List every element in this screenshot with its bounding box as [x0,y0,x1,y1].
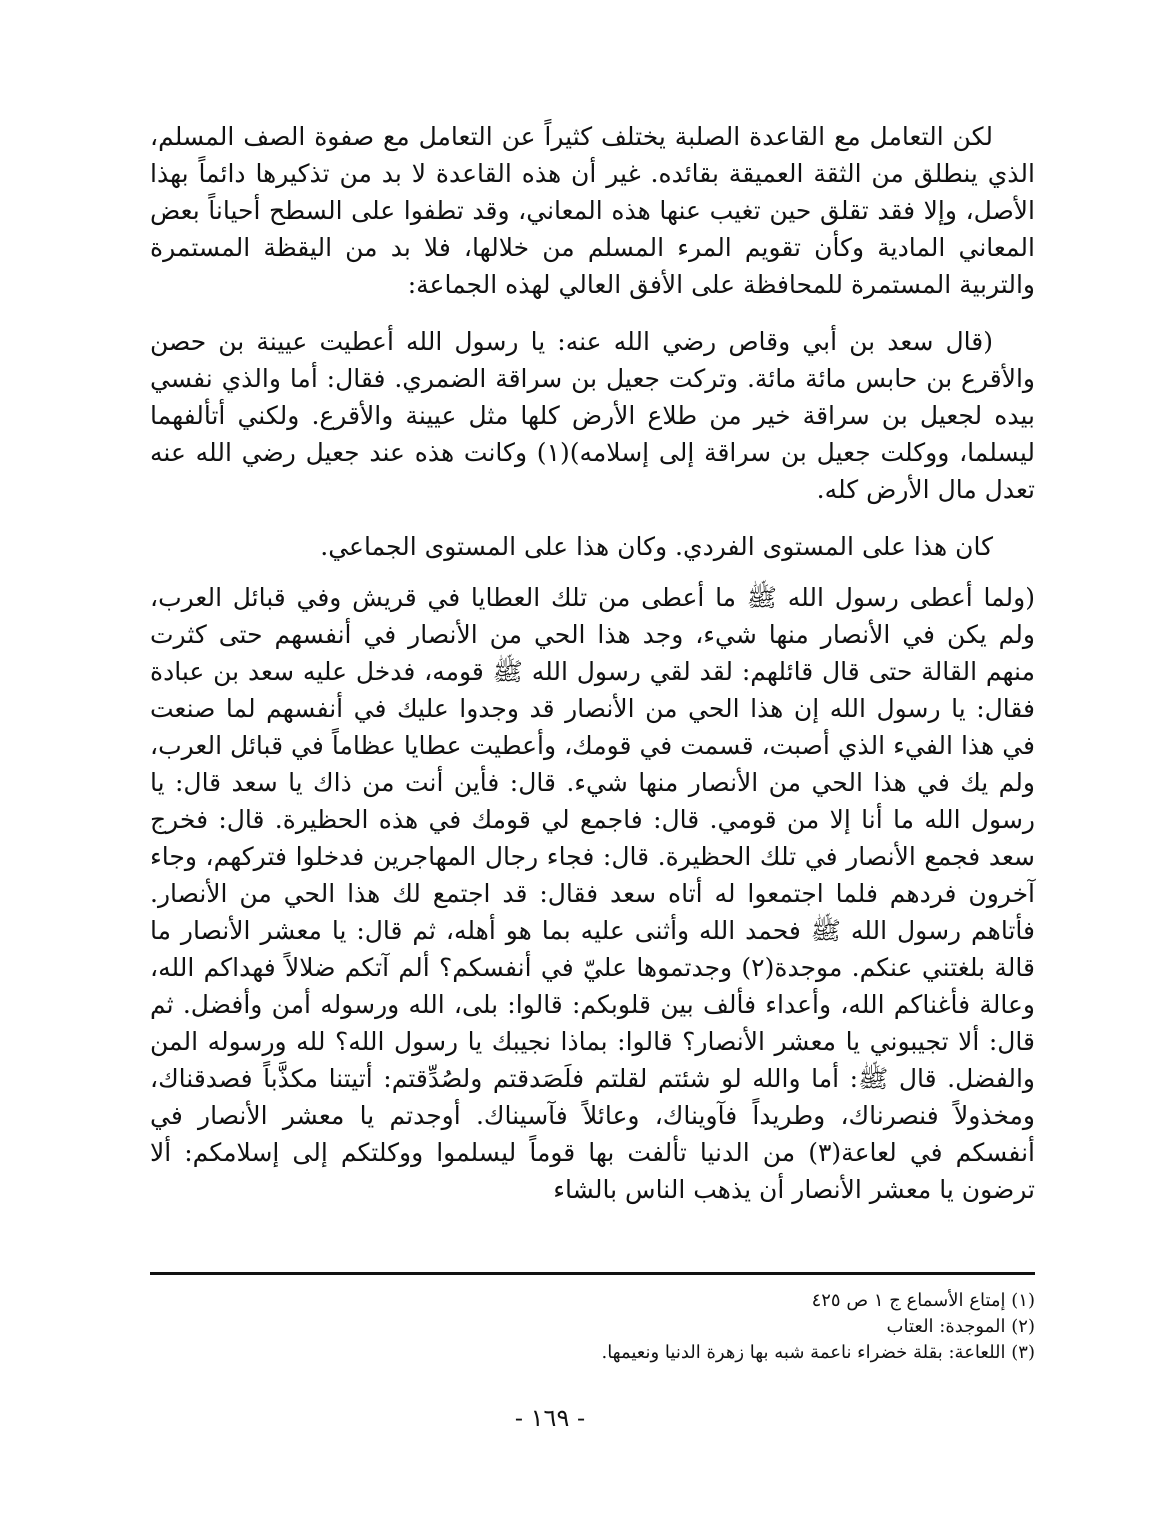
paragraph-ansar-hadith: (ولما أعطى رسول الله ﷺ ما أعطى من تلك العطايا في قريش وفي قبائل العرب، ولم يكن في الأنصار منها شيء، وجد هذا الحي من الأنصار في أنفسهم حتى كثرت منهم القالة حتى قال قائلهم: لقد لقي رسول الله ﷺ قومه، فدخل عليه سعد بن عبادة فقال: يا رسول الله إن هذا الحي من الأنصار قد وجدوا عليك في أنفسهم لما صنعت في هذا الفيء الذي أصبت، قسمت في قومك، وأعطيت عطايا عظاماً في قبائل العرب، ولم يك في هذا الحي من الأنصار منها شيء. قال: فأين أنت من ذاك يا سعد قال: يا رسول الله ما أنا إلا من قومي. قال: فاجمع لي قومك في هذه الحظيرة. قال: فخرج سعد فجمع الأنصار في تلك الحظيرة. قال: فجاء رجال المهاجرين فدخلوا فتركهم، وجاء آخرون فردهم فلما اجتمعوا له أتاه سعد فقال: قد اجتمع لك هذا الحي من الأنصار. فأتاهم رسول الله ﷺ فحمد الله وأثنى عليه بما هو أهله، ثم قال: يا معشر الأنصار ما قالة بلغتني عنكم. موجدة(٢) وجدتموها عليّ في أنفسكم؟ ألم آتكم ضلالاً فهداكم الله، وعالة فأغناكم الله، وأعداء فألف بين قلوبكم: قالوا: بلى، الله ورسوله أمن وأفضل. ثم قال: ألا تجيبوني يا معشر الأنصار؟ قالوا: بماذا نجيبك يا رسول الله؟ لله ورسوله المن والفضل. قال ﷺ: أما والله لو شئتم لقلتم فلَصَدقتم ولصُدِّقتم: أتيتنا مكذَّباً فصدقناك، ومخذولاً فنصرناك، وطريداً فآويناك، وعائلاً فآسيناك. أوجدتم يا معشر الأنصار في أنفسكم في لعاعة(٣) من الدنيا تألفت بها قوماً ليسلموا ووكلتكم إلى إسلامكم: ألا ترضون يا معشر الأنصار أن يذهب الناس بالشاء [150,583,1035,1204]
footnote-2: (٢) الموجدة: العتاب [886,1316,1035,1337]
page-number: - ١٦٩ - [514,1404,586,1432]
footnote-1: (١) إمتاع الأسماع ج ١ ص ٤٢٥ [811,1290,1035,1311]
paragraph-levels: كان هذا على المستوى الفردي. وكان هذا على المستوى الجماعي. [320,532,993,561]
paragraph-saad-hadith: (قال سعد بن أبي وقاص رضي الله عنه: يا رسول الله أعطيت عيينة بن حصن والأقرع بن حابس مائة مائة. وتركت جعيل بن سراقة الضمري. فقال: أما والذي نفسي بيده لجعيل بن سراقة خير من طلاع الأرض كلها مثل عيينة والأقرع. ولكني أتألفهما ليسلما، ووكلت جعيل بن سراقة إلى إسلامه)(١) وكانت هذه عند جعيل رضي الله عنه تعدل مال الأرض كله. [150,327,1035,504]
footnote-divider [150,1272,1035,1275]
page-body [150,118,1035,1228]
footnotes [150,1288,1035,1366]
paragraph-intro: لكن التعامل مع القاعدة الصلبة يختلف كثيراً عن التعامل مع صفوة الصف المسلم، الذي ينطلق من الثقة العميقة بقائده. غير أن هذه القاعدة لا بد من تذكيرها دائماً بهذا الأصل، وإلا فقد تقلق حين تغيب عنها هذه المعاني، وقد تطفوا على السطح أحياناً بعض المعاني المادية وكأن تقويم المرء المسلم من خلالها، فلا بد من اليقظة المستمرة والتربية المستمرة للمحافظة على الأفق العالي لهذه الجماعة: [150,122,1035,299]
footnote-3: (٣) اللعاعة: بقلة خضراء ناعمة شبه بها زهرة الدنيا ونعيمها. [601,1342,1035,1363]
